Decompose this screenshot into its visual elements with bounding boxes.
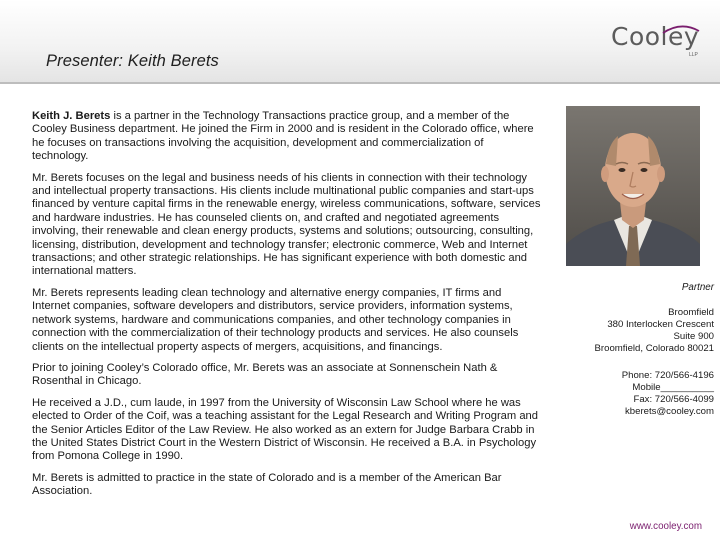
fax: Fax: 720/566-4099 <box>633 394 714 405</box>
header-divider <box>0 82 720 84</box>
logo-llp: LLP <box>689 52 698 58</box>
slide-header <box>0 0 720 84</box>
address-line: Broomfield, Colorado 80021 <box>594 343 714 354</box>
contact-info <box>554 370 714 418</box>
office-address <box>554 307 714 355</box>
logo-arc-icon <box>661 23 701 35</box>
bio-intro-text: is a partner in the Technology Transactions practice group, and a member of the Cooley Business department. He joined the Firm in 2000 and is resident in the Colorado office, where he focuses on transactions involving the acquisition, development and commercialization of technology. <box>32 110 534 163</box>
portrait-image <box>566 106 700 266</box>
cooley-logo <box>611 22 701 62</box>
bio-paragraph: Mr. Berets is admitted to practice in the state of Colorado and is a member of the American Bar Association. <box>32 471 502 498</box>
bio-paragraph: He received a J.D., cum laude, in 1997 from the University of Wisconsin Law School where he was elected to Order of the Coif, was a teaching assistant for the Legal Research and Writing Program and the Senior Articles Editor of the Law Review. He also worked as an extern for Judge Barbara Crabb in the United States District Court in the Western District of Wisconsin. He received a B.A. in Psychology from Pomona College in 1990. <box>32 396 538 463</box>
website-link[interactable]: www.cooley.com <box>629 521 702 532</box>
presenter-photo <box>566 106 700 266</box>
biography <box>32 110 542 507</box>
address-line: Broomfield <box>668 307 714 318</box>
phone: Phone: 720/566-4196 <box>621 370 714 381</box>
address-line: 380 Interlocken Crescent <box>607 319 714 330</box>
bio-intro <box>32 110 542 164</box>
presenter-name: Keith J. Berets <box>32 110 111 122</box>
presenter-position: Partner <box>681 282 714 293</box>
bio-paragraph: Mr. Berets focuses on the legal and business needs of his clients in connection with their technology and intellectual property transactions. His clients include multinational public companies and start-ups financed by venture capital firms in the renewable energy, wireless communications, software, services and hardware industries. He has counseled clients on, and crafted and negotiated agreements involving, their renewable and clean energy products, systems and solutions; outsourcing, consulting, licensing, distribution, development and technology transfer; electronic commerce, Web and Internet transactions; and other strategic relationships. He has significant experience with both domestic and international matters. <box>32 171 541 278</box>
page-title: Presenter: Keith Berets <box>46 52 219 70</box>
logo-wordmark: Cooley <box>611 22 700 51</box>
address-line: Suite 900 <box>673 331 714 342</box>
email-link[interactable]: kberets@cooley.com <box>624 406 714 417</box>
mobile: Mobile__________ <box>632 382 714 393</box>
bio-paragraph: Prior to joining Cooley’s Colorado office, Mr. Berets was an associate at Sonnenschein Nath & Rosenthal in Chicago. <box>32 361 498 388</box>
bio-paragraph: Mr. Berets represents leading clean technology and alternative energy companies, IT firms and Internet companies, software developers and distributors, service providers, information systems, network systems, hardware and communications companies, and other technology companies in connection with the commercialization of their technology products and services. He also counsels clients on the intellectual property aspects of mergers, acquisitions, and financings. <box>32 286 519 353</box>
